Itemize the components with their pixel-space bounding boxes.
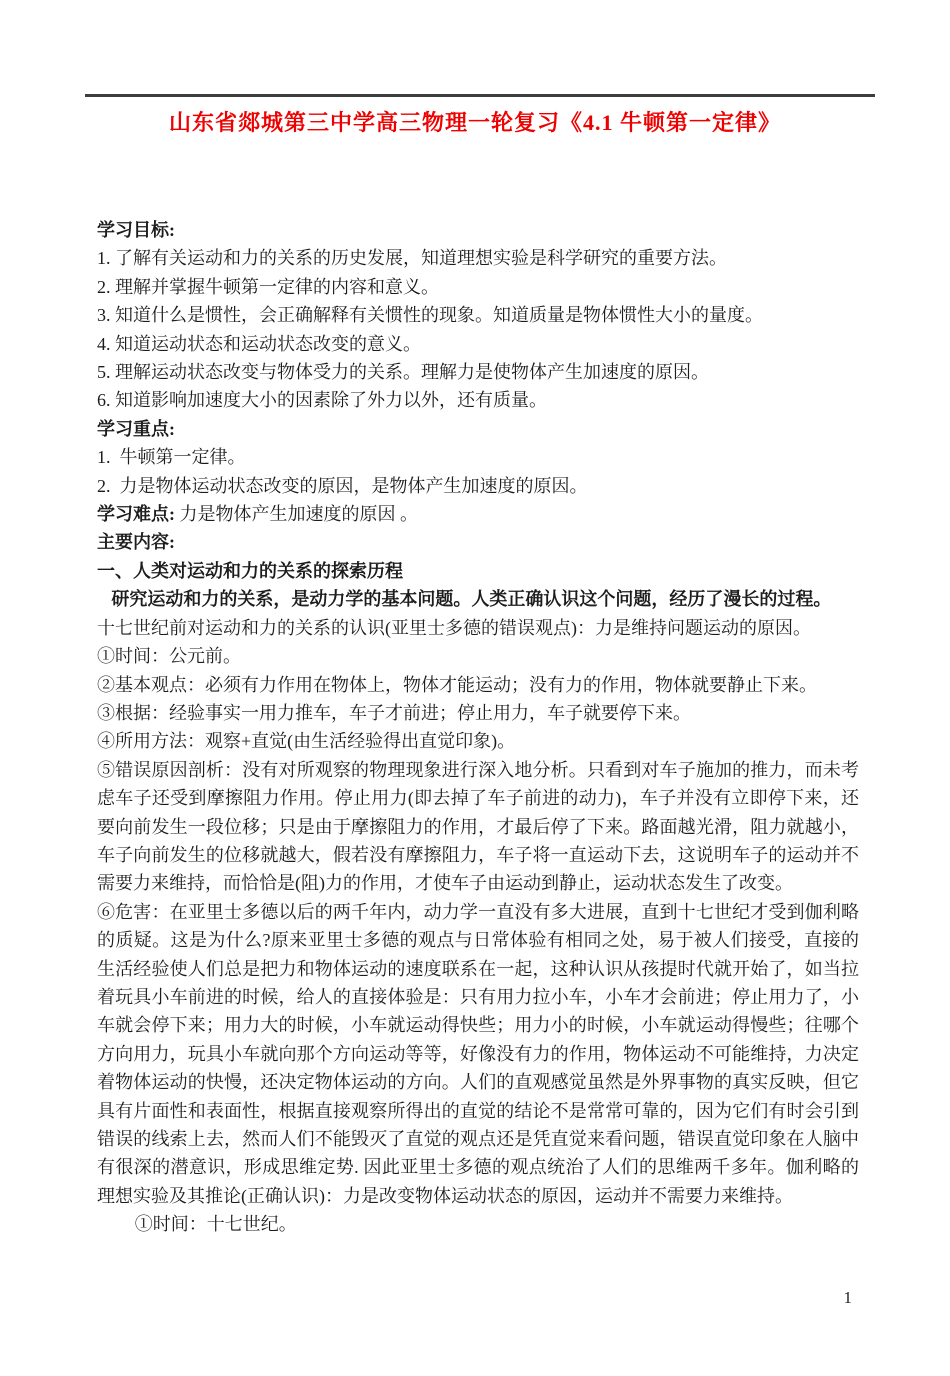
text-run: 力是物体产生加速度的原因 。 [175,504,418,525]
text-run: 1. 了解有关运动和力的关系的历史发展，知道理想实验是科学研究的重要方法。 [97,248,727,269]
paragraph [97,898,859,1210]
section-heading [97,216,859,244]
paragraph [97,358,859,386]
paragraph [97,330,859,358]
text-run: 一、人类对运动和力的关系的探索历程 [97,560,403,581]
text-run: 研究运动和力的关系，是动力学的基本问题。人类正确认识这个问题，经历了漫长的过程。 [111,589,832,610]
text-run: ①时间：十七世纪。 [134,1214,297,1235]
header-rule [85,94,875,97]
text-run: ⑤错误原因剖析：没有对所观察的物理现象进行深入地分析。只看到对车子施加的推力，而未考虑车子还受到摩擦阻力作用。停止用力(即去掉了车子前进的动力)，车子并没有立即停下来，还要向前发生一段位移；只是由于摩擦阻力的作用，才最后停了下来。路面越光滑，阻力就越小，车子向前发生的位移就越大，假若没有摩擦阻力，车子将一直运动下去，这说明车子的运动并不需要力来维持，而恰恰是(阻)力的作用，才使车子由运动到静止，运动状态发生了改变。 [97,759,859,894]
paragraph [97,301,859,329]
text-run: 1. 牛顿第一定律。 [97,447,246,468]
text-run: ②基本观点：必须有力作用在物体上，物体才能运动；没有力的作用，物体就要静止下来。 [97,674,817,695]
paragraph [97,386,859,414]
text-run: 学习目标: [97,220,175,240]
paragraph [97,472,859,500]
paragraph [97,699,859,727]
text-run: ⑥危害：在亚里士多德以后的两千年内，动力学一直没有多大进展，直到十七世纪才受到伽利略的质疑。这是为什么?原来亚里士多德的观点与日常体验有相同之处，易于被人们接受，直接的生活经验使人们总是把力和物体运动的速度联系在一起，这种认识从孩提时代就开始了，如当拉着玩具小车前进的时候，给人的直接体验是：只有用力拉小车，小车才会前进；停止用力了，小车就会停下来；用力大的时候，小车就运动得快些；用力小的时候，小车就运动得慢些；往哪个方向用力，玩具小车就向那个方向运动等等，好像没有力的作用，物体运动不可能维持，力决定着物体运动的快慢，还决定物体运动的方向。人们的直观感觉虽然是外界事物的真实反映，但它具有片面性和表面性，根据直接观察所得出的直觉的结论不是常常可靠的，因为它们有时会引到错误的线索上去，然而人们不能毁灭了直觉的观点还是凭直觉来看问题，错误直觉印象在人脑中有很深的潜意识，形成思维定势. 因此亚里士多德的观点统治了人们的思维两千多年。伽利略的理想实验及其推论(正确认识)：力是改变物体运动状态的原因，运动并不需要力来维持。 [97,901,859,1206]
page-number: 1 [843,1288,852,1307]
paragraph [97,273,859,301]
text-run: 2. 力是物体运动状态改变的原因，是物体产生加速度的原因。 [97,475,588,496]
text-run: 主要内容: [97,532,175,553]
paragraph [97,443,859,471]
text-run: 十七世纪前对运动和力的关系的认识(亚里士多德的错误观点)：力是维持问题运动的原因。 [97,617,811,638]
paragraph [97,585,859,613]
text-run: ④所用方法：观察+直觉(由生活经验得出直觉印象)。 [97,731,516,752]
section-heading [97,528,859,556]
text-run: 学习难点: [97,504,175,525]
text-run: 6. 知道影响加速度大小的因素除了外力以外，还有质量。 [97,390,547,411]
paragraph [97,500,859,528]
text-run: ③根据：经验事实一用力推车，车子才前进；停止用力，车子就要停下来。 [97,702,691,723]
text-run: ①时间：公元前。 [97,646,241,667]
text-run: 4. 知道运动状态和运动状态改变的意义。 [97,333,421,354]
paragraph [97,727,859,755]
text-run: 2. 理解并掌握牛顿第一定律的内容和意义。 [97,276,439,297]
paragraph [97,671,859,699]
text-run: 5. 理解运动状态改变与物体受力的关系。理解力是使物体产生加速度的原因。 [97,362,709,383]
text-run: 3. 知道什么是惯性，会正确解释有关惯性的现象。知道质量是物体惯性大小的量度。 [97,305,763,326]
document-blocks [97,216,859,1239]
document-title: 山东省郯城第三中学高三物理一轮复习《4.1 牛顿第一定律》 [168,110,781,135]
paragraph [97,614,859,642]
section-heading [97,415,859,443]
paragraph [97,756,859,898]
section-heading [97,557,859,585]
text-run: 学习重点: [97,418,175,439]
paragraph [97,1210,859,1238]
paragraph [97,244,859,272]
paragraph [97,642,859,670]
